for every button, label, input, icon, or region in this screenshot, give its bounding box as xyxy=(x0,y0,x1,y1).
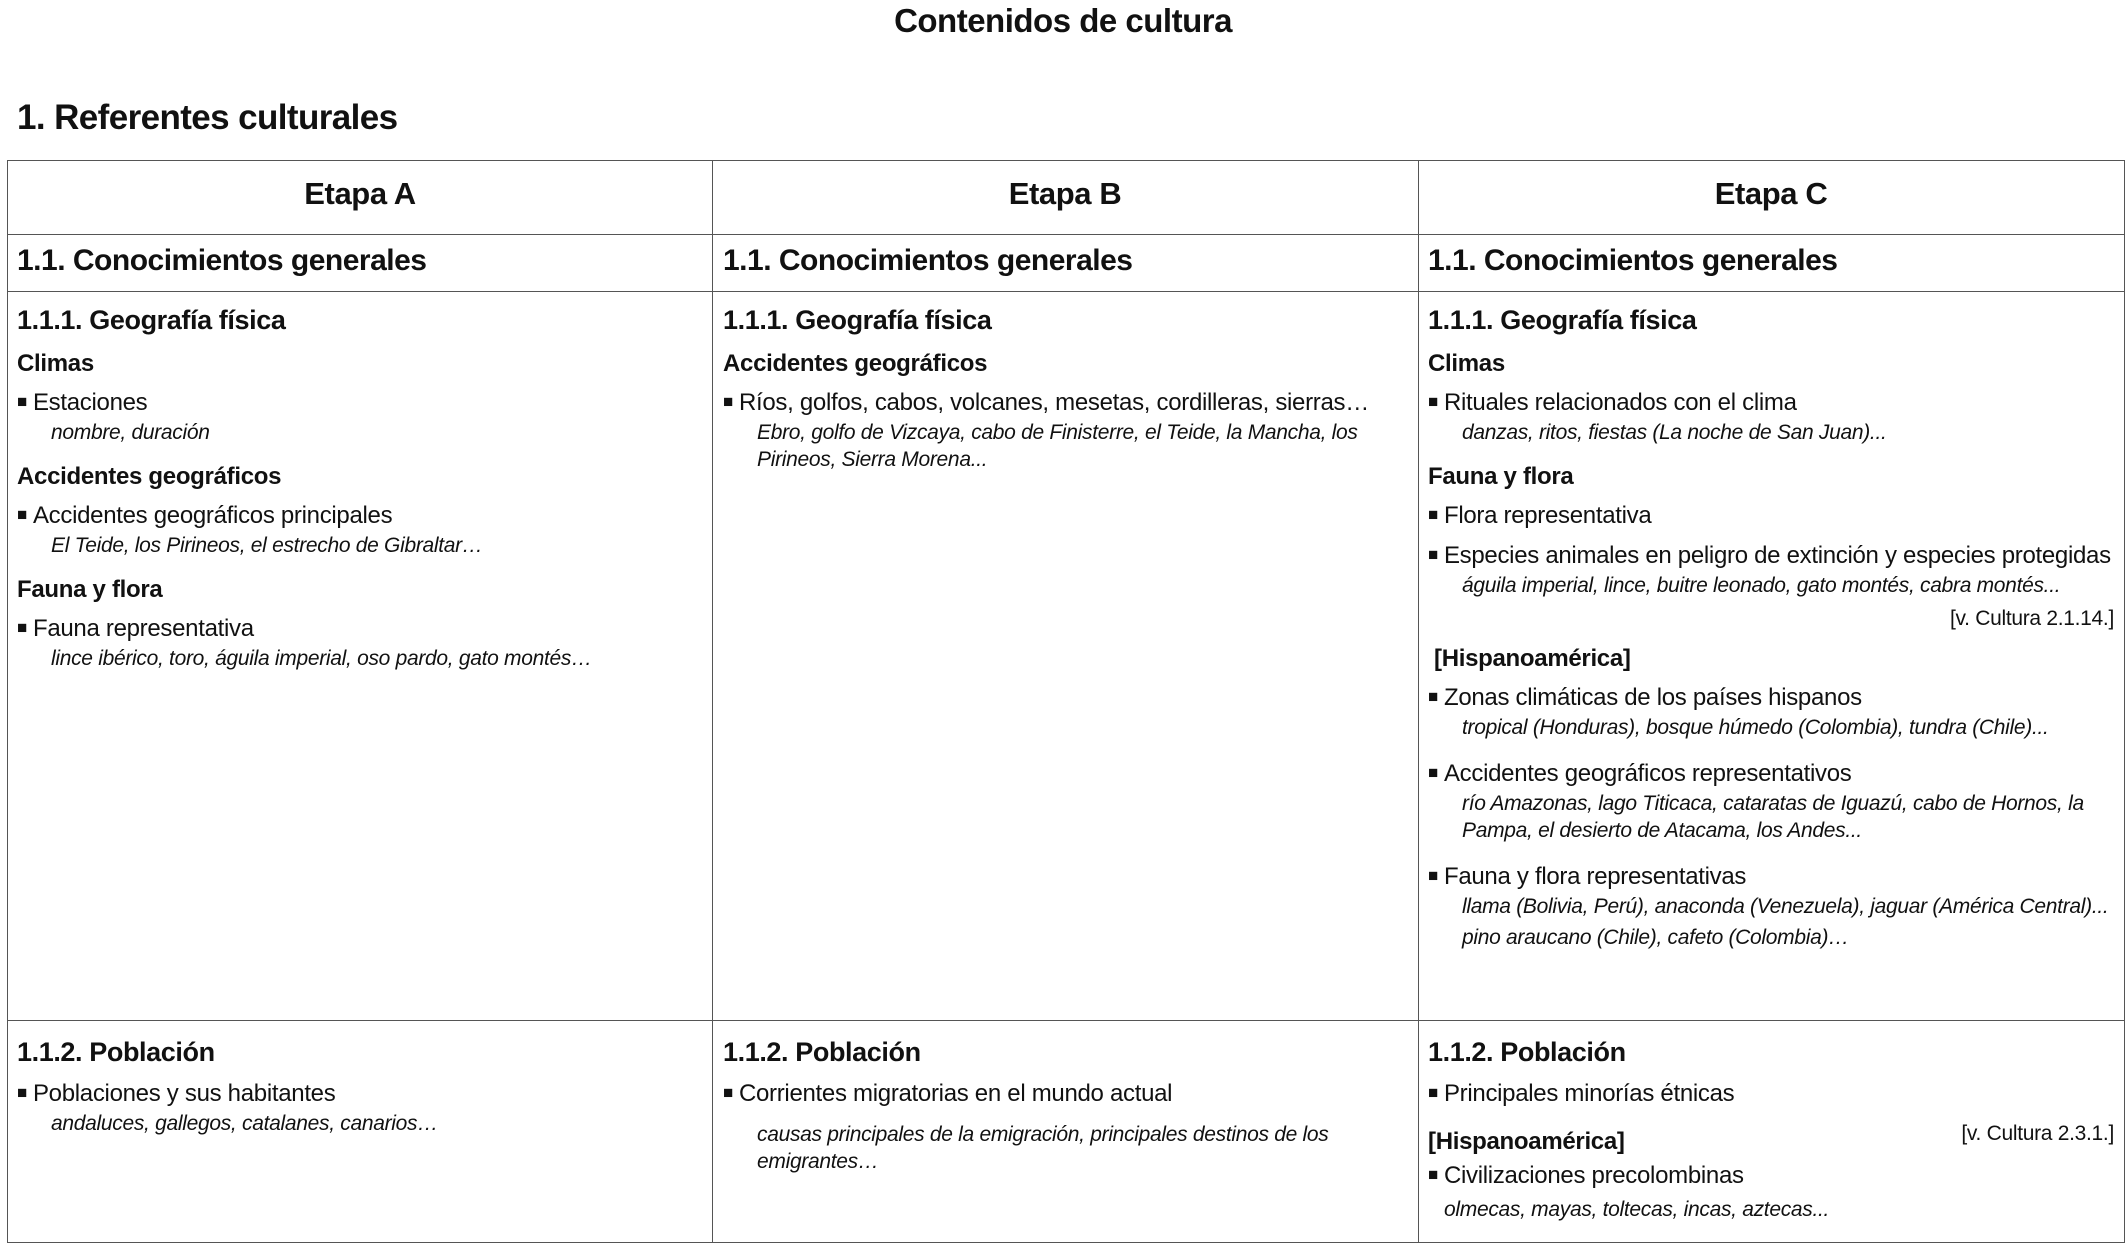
column-divider-ab xyxy=(712,160,713,1242)
list-item-label: Corrientes migratorias en el mundo actual xyxy=(738,1080,1173,1107)
example-rituales: danzas, ritos, fiestas (La noche de San Juan)... xyxy=(1462,421,1887,444)
list-item-civilizaciones xyxy=(1428,1162,2114,1190)
column-header-etapa-c: Etapa C xyxy=(1714,176,1828,211)
example-especies: águila imperial, lince, buitre leonado, gato montés, cabra montés... xyxy=(1462,574,2061,597)
list-item-fauna-flora xyxy=(1428,863,2114,891)
subsection-title-c: 1.1. Conocimientos generales xyxy=(1428,244,1838,277)
bullet-icon: ■ xyxy=(1428,763,1438,782)
list-item-zonas xyxy=(1428,684,2114,712)
example-accidentes-line2: Pampa, el desierto de Atacama, los Andes... xyxy=(1462,819,1862,842)
bullet-icon: ■ xyxy=(1428,1165,1438,1184)
table-border-top xyxy=(7,160,2125,161)
cross-reference: [v. Cultura 2.1.14.] xyxy=(1949,607,2114,630)
example-corrientes-line2: emigrantes… xyxy=(757,1150,879,1173)
hispanoamerica-heading-pob: [Hispanoamérica] xyxy=(1428,1128,1625,1155)
section-title: 1. Referentes culturales xyxy=(17,98,398,137)
bullet-icon: ■ xyxy=(1428,545,1438,564)
example-rios-line1: Ebro, golfo de Vizcaya, cabo de Finisterre, el Teide, la Mancha, los xyxy=(757,421,1358,444)
example-corrientes-line1: causas principales de la emigración, principales destinos de los xyxy=(757,1123,1329,1146)
geo-title-b: 1.1.1. Geografía física xyxy=(723,305,992,335)
accidentes-heading-a: Accidentes geográficos xyxy=(17,463,282,490)
cross-reference-pob: [v. Cultura 2.3.1.] xyxy=(1961,1122,2114,1145)
subsection-row-divider xyxy=(7,291,2125,292)
pob-cell-b xyxy=(723,1037,1328,1175)
hispanoamerica-row xyxy=(1428,1122,2114,1156)
bullet-icon: ■ xyxy=(17,392,27,411)
column-header-etapa-a: Etapa A xyxy=(304,176,416,211)
column-divider-bc xyxy=(1418,160,1419,1242)
example-estaciones: nombre, duración xyxy=(51,421,210,444)
list-item-label: Civilizaciones precolombinas xyxy=(1443,1162,1744,1189)
example-zonas: tropical (Honduras), bosque húmedo (Colombia), tundra (Chile)... xyxy=(1462,716,2049,739)
list-item-accidentes xyxy=(17,502,592,530)
pob-title-c: 1.1.2. Población xyxy=(1428,1037,1626,1067)
bullet-icon: ■ xyxy=(1428,392,1438,411)
example-civilizaciones: olmecas, mayas, toltecas, incas, aztecas... xyxy=(1444,1198,1830,1221)
pob-title-b: 1.1.2. Población xyxy=(723,1037,921,1067)
geo-cell-a xyxy=(17,305,592,672)
list-item-label: Rituales relacionados con el clima xyxy=(1443,389,1797,416)
bullet-icon: ■ xyxy=(723,392,733,411)
pob-cell-a xyxy=(17,1037,438,1137)
example-accidentes-line1: río Amazonas, lago Titicaca, cataratas de Iguazú, cabo de Hornos, la xyxy=(1462,792,2084,815)
fauna-heading-a: Fauna y flora xyxy=(17,576,163,603)
list-item-estaciones xyxy=(17,389,592,417)
example-accidentes: El Teide, los Pirineos, el estrecho de Gibraltar… xyxy=(51,534,483,557)
list-item-label: Especies animales en peligro de extinción y especies protegidas xyxy=(1443,542,2111,569)
pob-title-a: 1.1.2. Población xyxy=(17,1037,215,1067)
bullet-icon: ■ xyxy=(17,618,27,637)
document-title: Contenidos de cultura xyxy=(894,2,1232,39)
list-item-poblaciones xyxy=(17,1080,438,1108)
bullet-icon: ■ xyxy=(1428,505,1438,524)
list-item-label: Accidentes geográficos representativos xyxy=(1443,760,1852,787)
example-fauna-line2: pino araucano (Chile), cafeto (Colombia)… xyxy=(1462,926,1849,949)
bullet-icon: ■ xyxy=(723,1083,733,1102)
hispanoamerica-heading: [Hispanoamérica] xyxy=(1434,645,1631,672)
subsection-title-b: 1.1. Conocimientos generales xyxy=(723,244,1133,277)
list-item-label: Zonas climáticas de los países hispanos xyxy=(1443,684,1862,711)
bullet-icon: ■ xyxy=(1428,687,1438,706)
list-item-label: Flora representativa xyxy=(1443,502,1652,529)
bullet-icon: ■ xyxy=(1428,866,1438,885)
geo-title-a: 1.1.1. Geografía física xyxy=(17,305,286,335)
table-border-bottom xyxy=(7,1242,2125,1243)
table-border-right xyxy=(2124,160,2125,1242)
list-item-flora xyxy=(1428,502,2114,530)
list-item-corrientes xyxy=(723,1080,1328,1108)
list-item-rituales xyxy=(1428,389,2114,417)
climas-heading-c: Climas xyxy=(1428,350,1505,377)
list-item-accidentes-rep xyxy=(1428,760,2114,788)
list-item-label: Fauna y flora representativas xyxy=(1443,863,1747,890)
example-fauna: lince ibérico, toro, águila imperial, oso pardo, gato montés… xyxy=(51,647,592,670)
list-item-especies xyxy=(1428,542,2114,570)
geo-row-divider xyxy=(7,1020,2125,1021)
list-item-minorias xyxy=(1428,1080,2114,1108)
geo-cell-b xyxy=(723,305,1369,473)
fauna-heading-c: Fauna y flora xyxy=(1428,463,1574,490)
list-item-fauna xyxy=(17,615,592,643)
list-item-rios xyxy=(723,389,1369,417)
bullet-icon: ■ xyxy=(17,505,27,524)
list-item-label: Accidentes geográficos principales xyxy=(32,502,393,529)
geo-title-c: 1.1.1. Geografía física xyxy=(1428,305,1697,335)
list-item-label: Fauna representativa xyxy=(32,615,254,642)
pob-cell-c xyxy=(1428,1037,2114,1223)
list-item-label: Estaciones xyxy=(32,389,148,416)
bullet-icon: ■ xyxy=(17,1083,27,1102)
example-poblaciones: andaluces, gallegos, catalanes, canarios… xyxy=(51,1112,438,1135)
example-fauna-line1: llama (Bolivia, Perú), anaconda (Venezuela), jaguar (América Central)... xyxy=(1462,895,2109,918)
bullet-icon: ■ xyxy=(1428,1083,1438,1102)
column-header-etapa-b: Etapa B xyxy=(1008,176,1122,211)
subsection-title-a: 1.1. Conocimientos generales xyxy=(17,244,427,277)
table-border-left xyxy=(7,160,8,1242)
list-item-label: Poblaciones y sus habitantes xyxy=(32,1080,336,1107)
example-rios-line2: Pirineos, Sierra Morena... xyxy=(757,448,988,471)
header-row-divider xyxy=(7,234,2125,235)
list-item-label: Principales minorías étnicas xyxy=(1443,1080,1735,1107)
accidentes-heading-b: Accidentes geográficos xyxy=(723,350,988,377)
geo-cell-c xyxy=(1428,305,2114,951)
list-item-label: Ríos, golfos, cabos, volcanes, mesetas, cordilleras, sierras… xyxy=(738,389,1369,416)
climas-heading-a: Climas xyxy=(17,350,94,377)
